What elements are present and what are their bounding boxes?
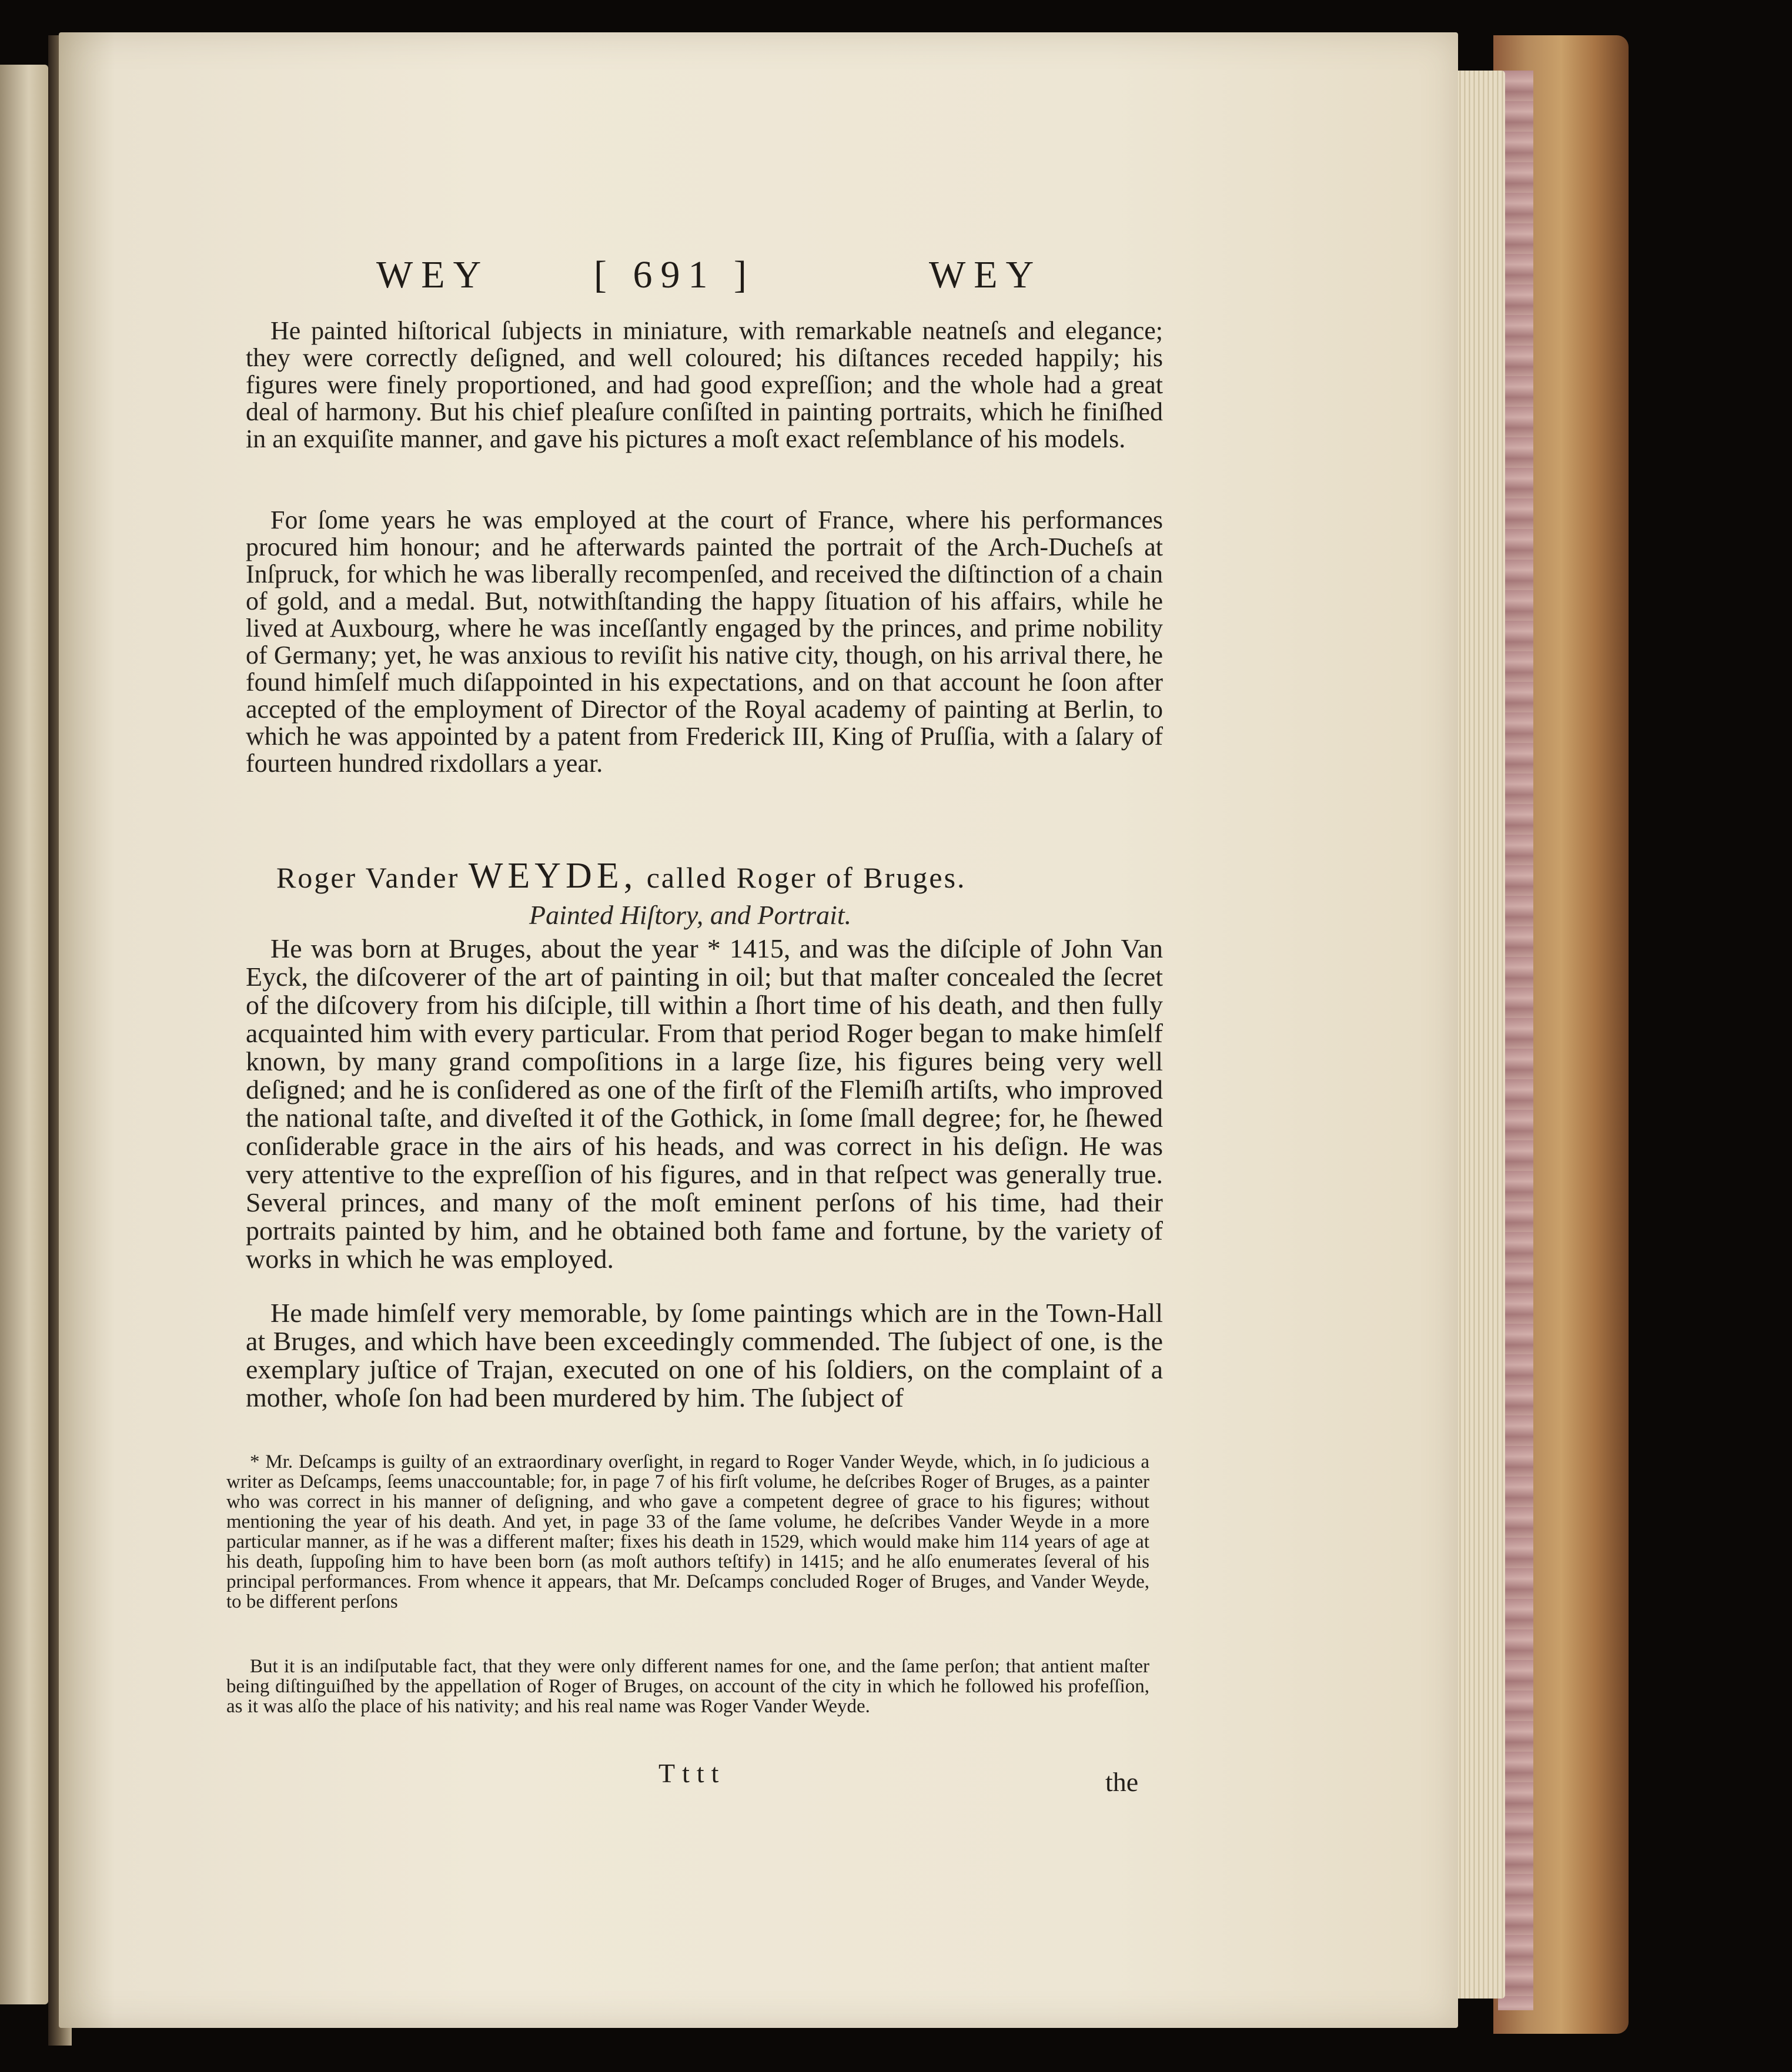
paragraph-3-text: He was born at Bruges, about the year * 1415, and was the diſciple of John Van Eyck, the diſcoverer of the art of painting in oil; but that maſter concealed the ſecret of the diſcovery from his diſciple, till within a ſhort time of his death, and then fully acquainted him with every particular. From that period Roger began to make himſelf known, by many grand compoſitions in a large ſize, his figures being very well deſigned; and he is conſidered as one of the firſt of the Flemiſh artiſts, who improved the national taſte, and diveſted it of the Gothick, in ſome ſmall degree; for, he ſhewed conſiderable grace in the airs of his heads, and was correct in his deſign. He was very attentive to the expreſſion of his figures, and in that reſpect was generally true. Several princes, and many of the moſt eminent perſons of his time, had their portraits painted by him, and he obtained both fame and fortune, by the variety of works in which he was employed. — [246, 933, 1163, 1274]
footnote-1 — [226, 1452, 1149, 1612]
section-title-prefix: Roger Vander — [276, 861, 460, 894]
catchword: the — [1105, 1767, 1139, 1797]
paragraph-2 — [246, 507, 1163, 777]
running-header — [376, 253, 1082, 323]
paragraph-2-text: For ſome years he was employed at the court of France, where his performances procured him honour; and he afterwards painted the portrait of the Arch-Ducheſs at Inſpruck, for which he was liberally recompenſed, and received the diſtinction of a chain of gold, and a medal. But, notwithſtanding the happy ſituation of his affairs, while he lived at Auxbourg, where he was inceſſantly engaged by the princes, and prime nobility of Germany; yet, he was anxious to reviſit his native city, though, on his arrival there, he found himſelf much diſappointed in his expectations, and on that account he ſoon after accepted of the employment of Director of the Royal academy of painting at Berlin, to which he was appointed by a patent from Frederick III, King of Pruſſia, with a ſalary of fourteen hundred rixdollars a year. — [246, 506, 1163, 778]
header-right-word: WEY — [929, 253, 1042, 296]
section-title-suffix: called Roger of Bruges. — [646, 861, 967, 894]
page-number: [ 691 ] — [594, 253, 755, 296]
paragraph-1-text: He painted hiſtorical ſubjects in miniature, with remarkable neatneſs and elegance; they were correctly deſigned, and well coloured; his diſtances receded happily; his figures were finely proportioned, and had good expreſſion; and the whole had a great deal of harmony. But his chief pleaſure conſiſted in painting portraits, which he finiſhed in an exquiſite manner, and gave his pictures a moſt exact reſemblance of his models. — [246, 316, 1163, 453]
page-stack-edge — [1452, 71, 1505, 1999]
footnote-2 — [226, 1656, 1149, 1716]
header-left-word: WEY — [376, 253, 490, 296]
section-title — [276, 855, 1158, 897]
paragraph-4 — [246, 1299, 1163, 1412]
section-subtitle: Painted Hiſtory, and Portrait. — [529, 900, 852, 930]
paragraph-3 — [246, 935, 1163, 1273]
printer-signature: Tttt — [658, 1758, 726, 1788]
left-page-edge — [0, 65, 48, 2004]
footnote-2-text: But it is an indiſputable fact, that they were only different names for one, and the ſame perſon; that antient maſter being diſtinguiſhed by the appellation of Roger of Bruges, on account of the city in which he followed his profeſſion, as it was alſo the place of his nativity; and his real name was Roger Vander Weyde. — [226, 1656, 1149, 1717]
paragraph-1 — [246, 317, 1163, 453]
section-title-name: WEYDE, — [468, 856, 638, 896]
paragraph-4-text: He made himſelf very memorable, by ſome paintings which are in the Town-Hall at Bruges, and which have been exceedingly commended. The ſubject of one, is the exemplary juſtice of Trajan, executed on one of his ſoldiers, on the complaint of a mother, whoſe ſon had been murdered by him. The ſubject of — [246, 1298, 1163, 1412]
footnote-1-text: * Mr. Deſcamps is guilty of an extraordinary overſight, in regard to Roger Vander Weyde, which, in ſo judicious a writer as Deſcamps, ſeems unaccountable; for, in page 7 of his firſt volume, he deſcribes Roger of Bruges, as a painter who was correct in his manner of deſigning, and who gave a competent degree of grace to his figures; without mentioning the year of his death. And yet, in page 33 of the ſame volume, he deſcribes Vander Weyde in a more particular manner, as if he was a different maſter; fixes his death in 1529, which would make him 114 years of age at his death, ſuppoſing him to have been born (as moſt authors teſtify) in 1415; and he alſo enumerates ſeveral of his principal performances. From whence it appears, that Mr. Deſcamps concluded Roger of Bruges, and Vander Weyde, to be different perſons — [226, 1451, 1149, 1612]
